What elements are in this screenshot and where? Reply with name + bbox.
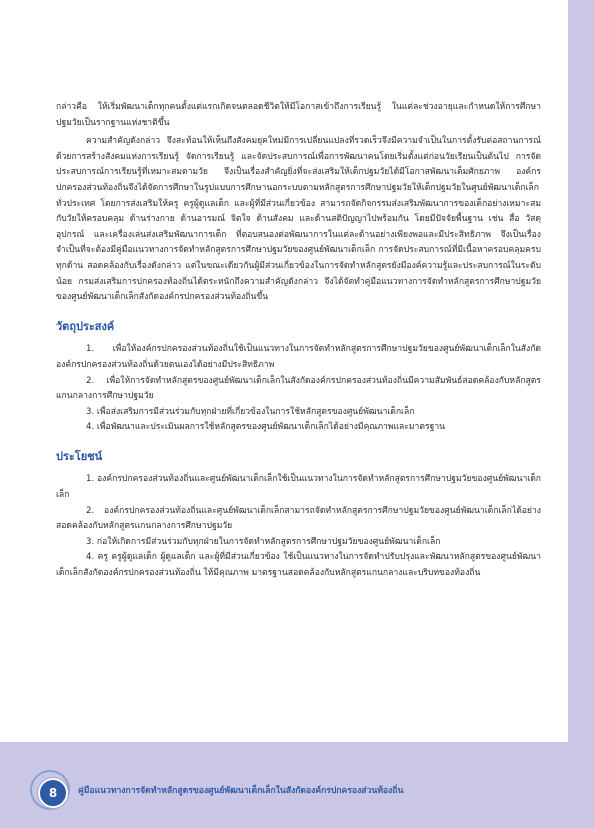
benefit-item: 2. องค์กรปกครองส่วนท้องถิ่นและศูนย์พัฒนาเด็กเล็กสามารถจัดทำหลักสูตรการศึกษาปฐมวัยของศูนย์พัฒนาเด็กเล็กได้อย่างสอดคล้องกับหลักสูตรแกนกลางการศึกษาปฐมวัย	[56, 505, 541, 532]
benefit-item: 4. ครู ครูผู้ดูแลเด็ก ผู้ดูแลเด็ก และผู้ที่มีส่วนเกี่ยวข้อง ใช้เป็นแนวทางในการจัดทำปรับปรุงและพัฒนาหลักสูตรของศูนย์พัฒนาเด็กเล็กสังกัดองค์กรปกครองส่วนท้องถิ่น ให้มีคุณภาพ มาตรฐานสอดคล้องกับหลักสูตรแกนกลางและบริบทของท้องถิ่น	[56, 552, 541, 579]
benefit-item: 1. องค์กรปกครองส่วนท้องถิ่นและศูนย์พัฒนาเด็กเล็กใช้เป็นแนวทางในการจัดทำหลักสูตรการศึกษาปฐมวัยของศูนย์พัฒนาเด็กเล็ก	[56, 474, 541, 501]
objectives-heading: วัตถุประสงค์	[56, 319, 115, 333]
intro-paragraph: กล่าวคือ ให้เริ่มพัฒนาเด็กทุกคนตั้งแต่แรกเกิดจนตลอดชีวิตให้มีโอกาสเข้าถึงการเรียนรู้ ในแต่ละช่วงอายุและกำหนดให้การศึกษาปฐมวัยเป็นรากฐานแห่งชาติขึ้น	[56, 102, 541, 128]
page-number: 8	[38, 778, 68, 808]
benefits-heading: ประโยชน์	[56, 449, 103, 463]
objective-item: 3. เพื่อส่งเสริมการมีส่วนร่วมกับทุกฝ่ายที่เกี่ยวข้องในการใช้หลักสูตรของศูนย์พัฒนาเด็กเล็ก	[86, 406, 415, 417]
objective-item: 4. เพื่อพัฒนาและประเมินผลการใช้หลักสูตรของศูนย์พัฒนาเด็กเล็กได้อย่างมีคุณภาพและมาตรฐาน	[86, 422, 446, 433]
context-paragraph: ความสำคัญดังกล่าว จึงสะท้อนให้เห็นถึงสังคมยุคใหม่มีการเปลี่ยนแปลงที่รวดเร็วจึงมีความจำเป็นในการตั้งรับต่อสถานการณ์ ด้วยการสร้างสังคมแห่งการเรียนรู้ จัดการเรียนรู้ และจัดประสบการณ์เพื่อการพัฒนาคนโดยเริ่มตั้งแต่ก่อนวัยเรียนเป็นต้นไป การจัดประสบการณ์การเรียนรู้ที่เหมาะสมตามวัย จึงเป็นเรื่องสำคัญยิ่งที่จะส่งเสริมให้เด็กปฐมวัยได้มีโอกาสพัฒนาเต็มศักยภาพ องค์กรปกครองส่วนท้องถิ่นจึงได้จัดการศึกษาในรูปแบบการศึกษานอกระบบตามหลักสูตรการศึกษาปฐมวัยให้เด็กปฐมวัยในศูนย์พัฒนาเด็กเล็กทั่วประเทศ โดยการส่งเสริมให้ครู ครูผู้ดูแลเด็ก และผู้ที่มีส่วนเกี่ยวข้อง สามารถจัดกิจกรรมส่งเสริมพัฒนาการของเด็กอย่างเหมาะสมกับวัยให้ครอบคลุม ด้านร่างกาย ด้านอารมณ์ จิตใจ ด้านสังคม และด้านสติปัญญาไปพร้อมกัน โดยมีปัจจัยพื้นฐาน เช่น สื่อ วัสดุ อุปกรณ์ และเครื่องเล่นส่งเสริมพัฒนาการเด็ก ที่ตอบสนองต่อพัฒนาการในแต่ละด้านอย่างเพียงพอและมีประสิทธิภาพ จึงเป็นเรื่องจำเป็นที่จะต้องมีคู่มือแนวทางการจัดทำหลักสูตรการศึกษาปฐมวัยของศูนย์พัฒนาเด็กเล็ก การจัดประสบการณ์ที่มีเนื้อหาครอบคลุมครบทุกด้าน สอดคล้องกับเรื่องดังกล่าว แต่ในขณะเดียวกันผู้มีส่วนเกี่ยวข้องในการจัดทำหลักสูตรยังมีองค์ความรู้และประสบการณ์ในระดับน้อย กรมส่งเสริมการปกครองท้องถิ่นได้ตระหนักถึงความสำคัญดังกล่าว จึงได้จัดทำคู่มือแนวทางการจัดทำหลักสูตรการศึกษาปฐมวัยของศูนย์พัฒนาเด็กเล็กสังกัดองค์กรปกครองส่วนท้องถิ่นขึ้น	[56, 136, 541, 303]
page-footer	[30, 774, 460, 808]
decorative-band-right	[568, 0, 594, 828]
document-body	[56, 100, 541, 582]
objective-item: 2. เพื่อให้การจัดทำหลักสูตรของศูนย์พัฒนาเด็กเล็กในสังกัดองค์กรปกครองส่วนท้องถิ่นมีความสัมพันธ์สอดคล้องกับหลักสูตรแกนกลางการศึกษาปฐมวัย	[56, 375, 541, 402]
benefit-item: 3. ก่อให้เกิดการมีส่วนร่วมกับทุกฝ่ายในการจัดทำหลักสูตรการศึกษาปฐมวัยของศูนย์พัฒนาเด็กเล็ก	[86, 536, 441, 547]
footer-title: คู่มือแนวทางการจัดทำหลักสูตรของศูนย์พัฒนาเด็กเล็กในสังกัดองค์กรปกครองส่วนท้องถิ่น	[78, 786, 404, 796]
objective-item: 1. เพื่อให้องค์กรปกครองส่วนท้องถิ่นใช้เป็นแนวทางในการจัดทำหลักสูตรการศึกษาปฐมวัยของศูนย์พัฒนาเด็กเล็กในสังกัดองค์กรปกครองส่วนท้องถิ่นด้วยตนเองได้อย่างมีประสิทธิภาพ	[56, 344, 541, 370]
